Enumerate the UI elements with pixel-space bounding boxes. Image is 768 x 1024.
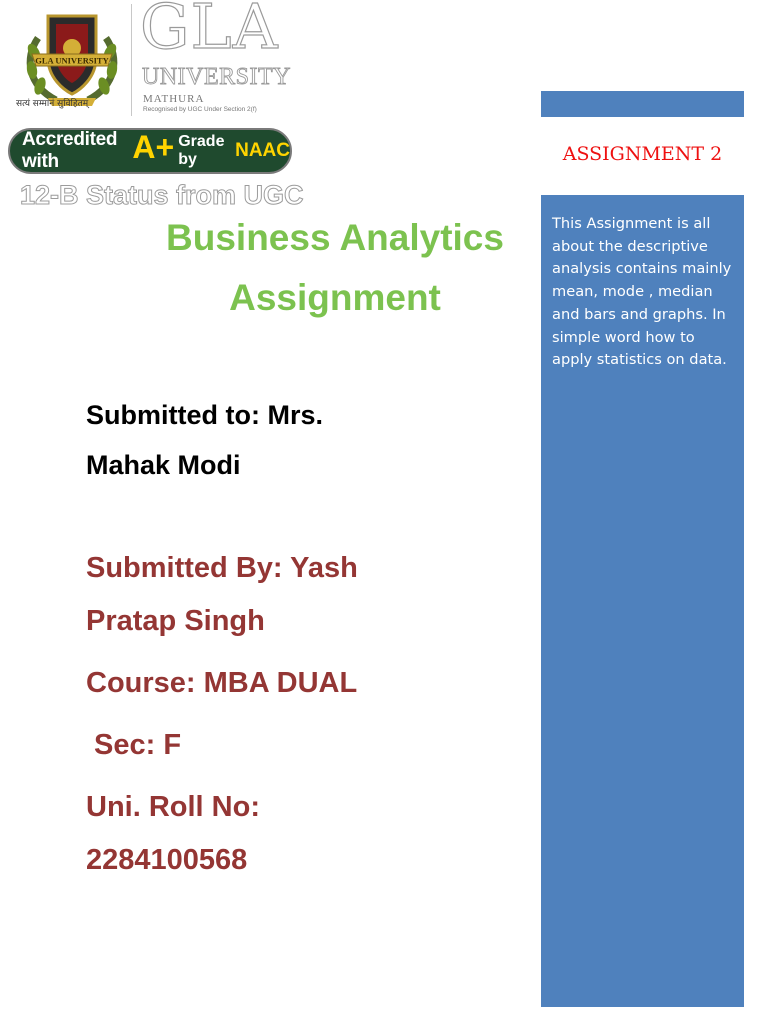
submitted-to-line-1: Submitted to: Mrs.: [86, 400, 323, 430]
ugc-status-text: 12-B Status from UGC: [20, 180, 304, 210]
submitted-by-block: [86, 542, 446, 887]
section-text: Sec: F: [94, 729, 182, 761]
university-name-main: GLA: [140, 0, 279, 63]
roll-label: Uni. Roll No:: [86, 791, 260, 823]
sidebar-top-bar: [541, 91, 744, 117]
submitted-by-line-1: Submitted By: Yash: [86, 552, 358, 584]
submitted-to-line-2: Mahak Modi: [86, 450, 241, 480]
document-title: [150, 208, 520, 328]
assignment-label: ASSIGNMENT 2: [562, 143, 723, 165]
naac-accreditation-badge: [8, 128, 292, 174]
submitted-to-block: [86, 390, 406, 490]
sidebar-panel: [541, 195, 744, 1007]
accreditation-grade: A+: [132, 128, 175, 165]
university-city: MATHURA: [143, 93, 205, 105]
university-name-sub: UNIVERSITY: [142, 64, 291, 90]
title-line-1: Business Analytics: [166, 217, 504, 258]
logo-divider: [131, 4, 132, 116]
ugc-recognition-text: Recognised by UGC Under Section 2(f): [143, 106, 257, 113]
assignment-description: This Assignment is all about the descriptive analysis contains mainly mean, mode , median and bars and graphs. In simple word how to apply statistics on data.: [552, 215, 732, 369]
title-line-2: Assignment: [229, 277, 441, 318]
accreditation-middle: Grade by: [178, 133, 225, 168]
roll-number: 2284100568: [86, 844, 248, 876]
accreditation-prefix: Accredited with: [22, 129, 118, 172]
course-text: Course: MBA DUAL: [86, 667, 358, 699]
university-motto: सत्यं सम्मानं सुविहितम्: [16, 99, 89, 109]
crest-banner-text: GLA UNIVERSITY: [35, 55, 109, 66]
submitted-by-line-2: Pratap Singh: [86, 605, 265, 637]
accreditation-body: NAAC: [235, 140, 290, 161]
